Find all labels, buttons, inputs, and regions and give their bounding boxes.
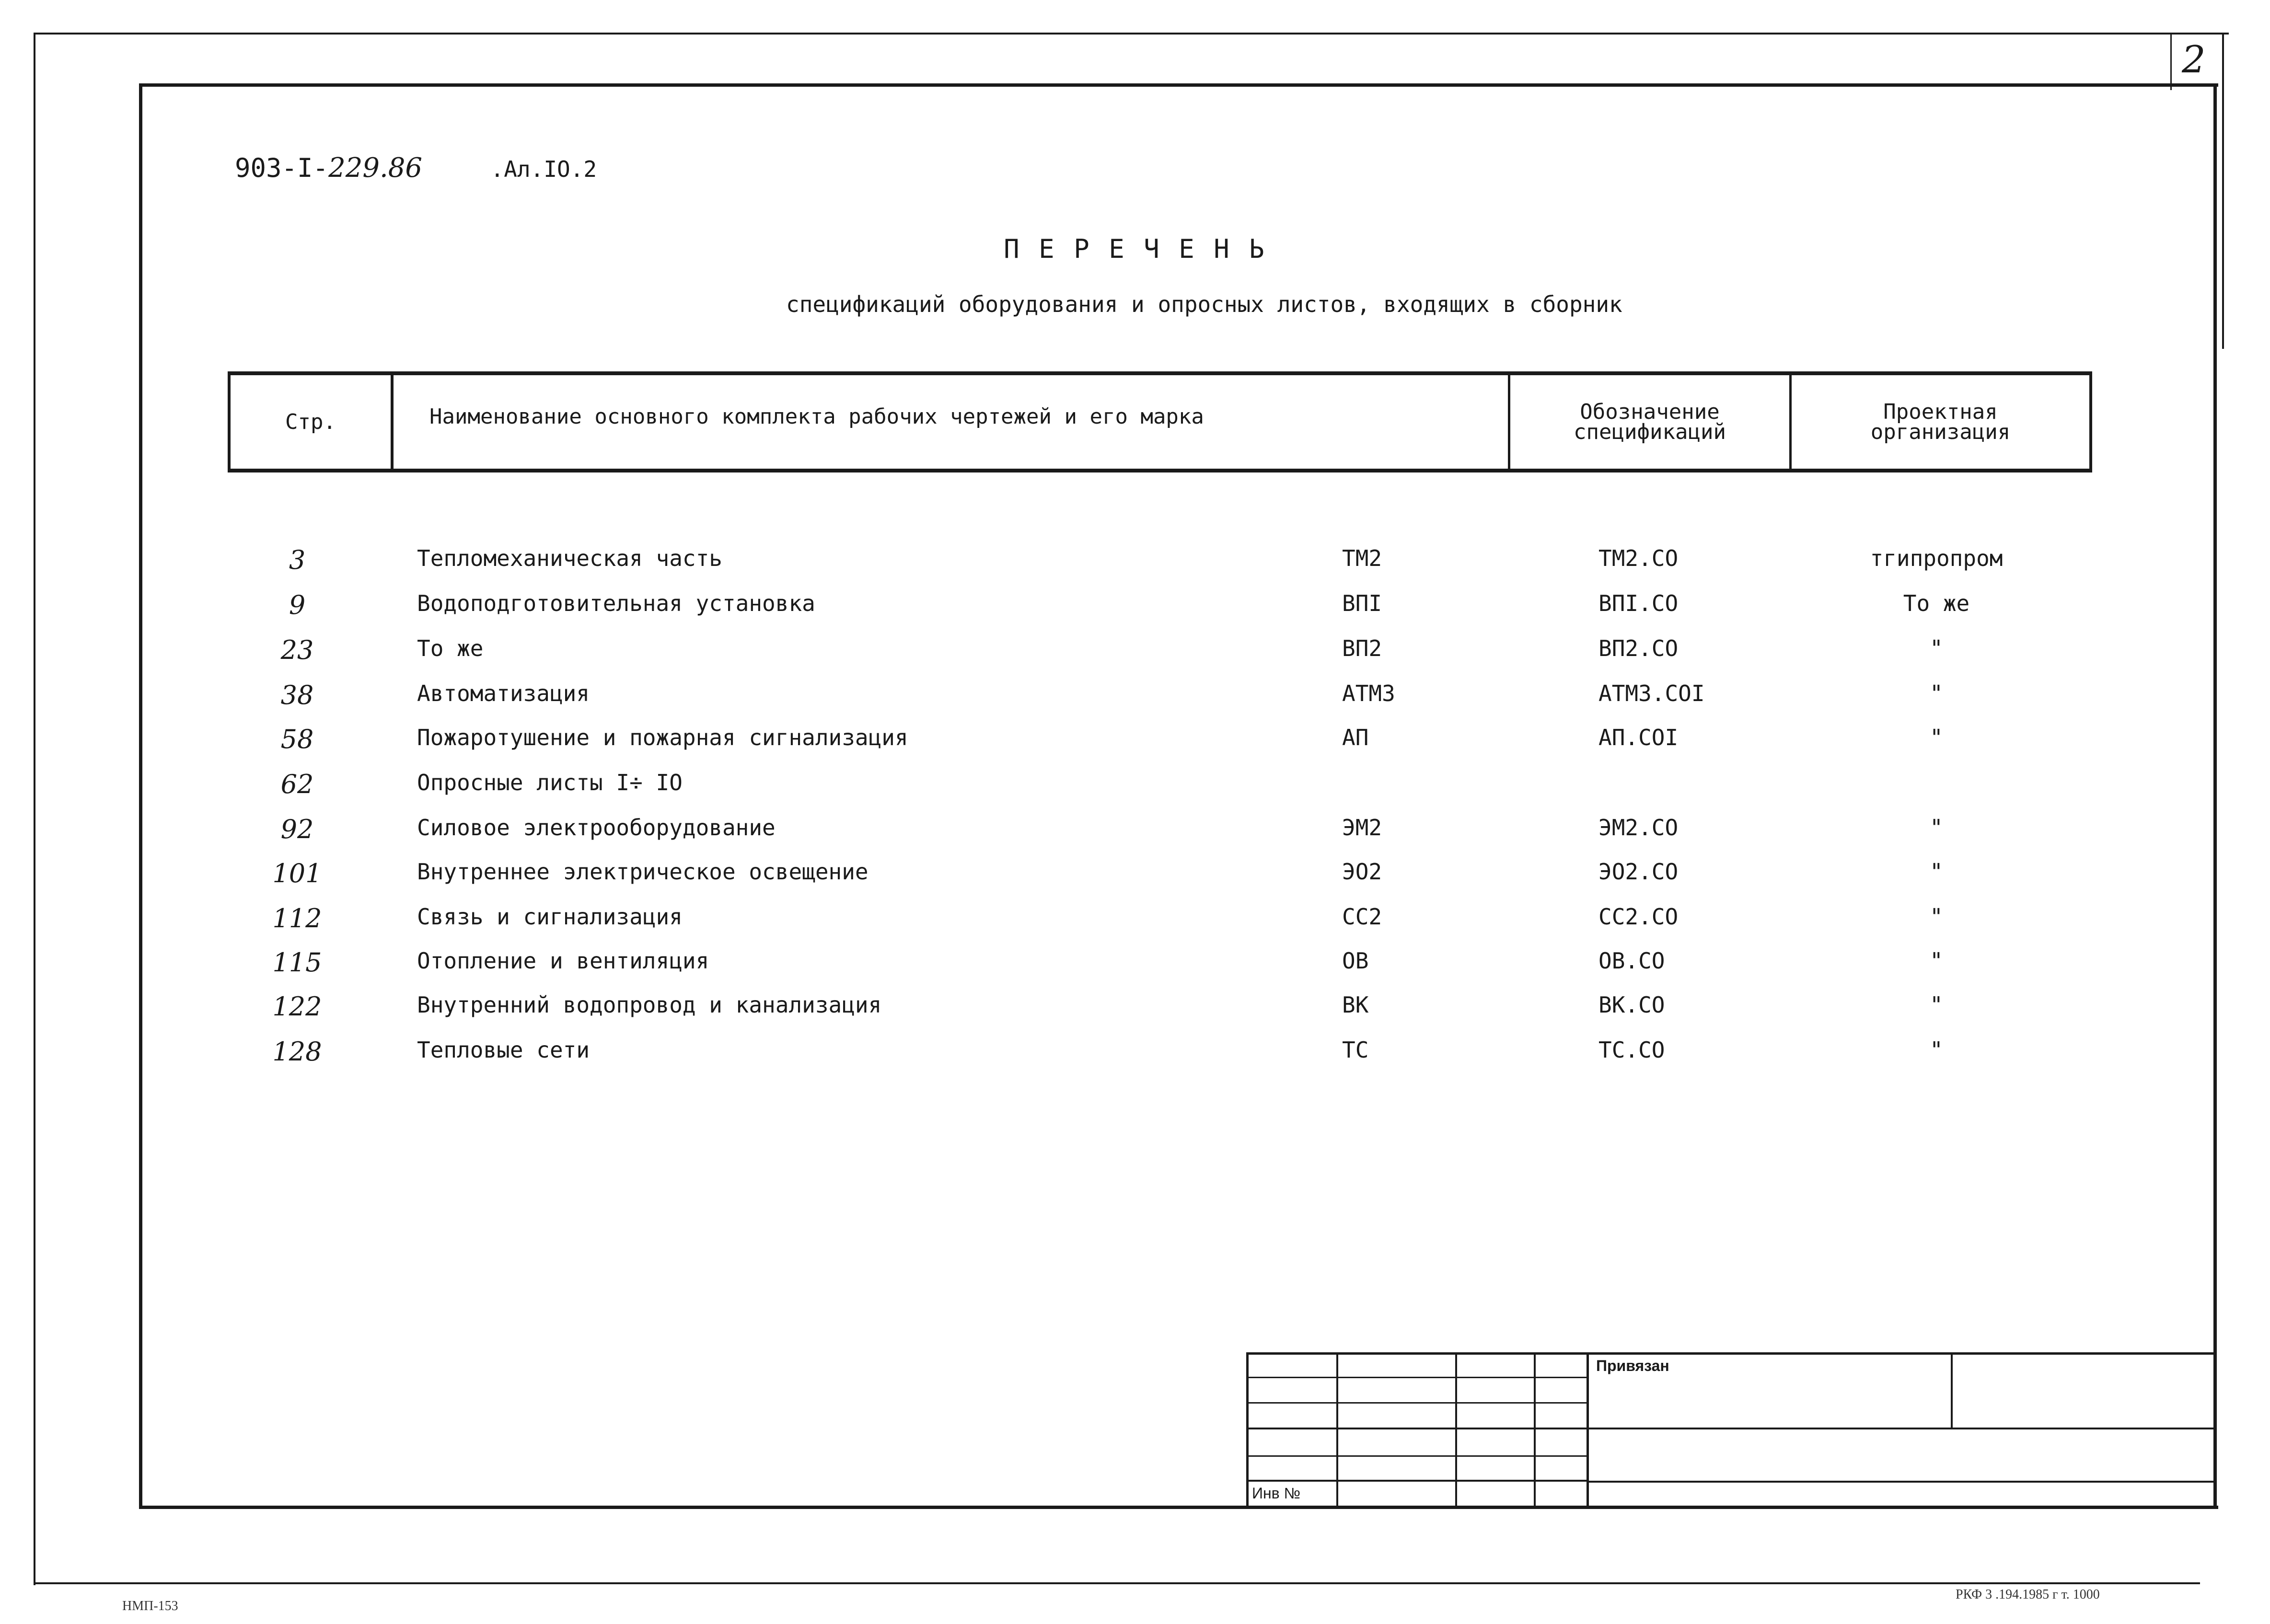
stamp-hline bbox=[1587, 1481, 2215, 1483]
outer-border-left bbox=[34, 33, 35, 1585]
row-page: 9 bbox=[289, 590, 306, 620]
table-row bbox=[0, 814, 2270, 850]
row-org: То же bbox=[1903, 590, 1970, 616]
row-org: " bbox=[1930, 948, 1943, 974]
footer-right: РКФ 3 .194.1985 г т. 1000 bbox=[1956, 1587, 2100, 1602]
outer-border-right bbox=[2222, 33, 2224, 349]
row-mark: ЭМ2 bbox=[1342, 815, 1382, 841]
row-org: " bbox=[1930, 815, 1943, 841]
header-spec-line1: Обозначение bbox=[1580, 399, 1720, 424]
table-row bbox=[0, 547, 2270, 581]
row-page: 115 bbox=[272, 947, 322, 978]
row-org: " bbox=[1930, 680, 1943, 706]
footer-left: НМП-153 bbox=[122, 1599, 178, 1613]
outer-border-bottom bbox=[34, 1582, 2200, 1584]
row-page: 128 bbox=[272, 1037, 322, 1067]
page-title: П Е Р Е Ч Е Н Ь bbox=[1004, 234, 1266, 264]
row-mark: ВПI bbox=[1342, 590, 1382, 616]
row-spec: АП.СОI bbox=[1598, 725, 1679, 750]
row-page: 3 bbox=[289, 545, 306, 575]
row-page: 62 bbox=[280, 769, 314, 799]
row-mark: ТМ2 bbox=[1342, 545, 1382, 571]
row-mark: АП bbox=[1342, 725, 1369, 750]
row-spec: ВК.СО bbox=[1598, 992, 1665, 1018]
stamp-vline bbox=[1587, 1352, 1589, 1508]
row-mark: СС2 bbox=[1342, 904, 1382, 930]
sheet-number-divider bbox=[2170, 33, 2172, 90]
table-row bbox=[0, 903, 2270, 939]
stamp-inv-no: Инв № bbox=[1252, 1485, 1300, 1502]
stamp-hline bbox=[1246, 1402, 1587, 1404]
row-mark: ЭО2 bbox=[1342, 859, 1382, 885]
row-page: 38 bbox=[280, 680, 314, 710]
header-org bbox=[1792, 375, 2089, 469]
row-name: Пожаротушение и пожарная сигнализация bbox=[417, 725, 908, 750]
row-name: Опросные листы I÷ IO bbox=[417, 770, 683, 795]
row-name: Водоподготовительная установка bbox=[417, 590, 815, 616]
stamp-vline bbox=[1455, 1352, 1457, 1508]
row-name: Внутренний водопровод и канализация bbox=[417, 992, 882, 1018]
row-spec: ВП2.СО bbox=[1598, 635, 1679, 661]
table-row bbox=[0, 1039, 2270, 1072]
thead-sep-1 bbox=[391, 371, 394, 472]
thead-bottom bbox=[228, 469, 2092, 472]
stamp-hline bbox=[1246, 1428, 2215, 1429]
row-org: " bbox=[1930, 1037, 1943, 1063]
row-org: " bbox=[1930, 859, 1943, 885]
row-spec: ЭМ2.СО bbox=[1598, 815, 1679, 841]
header-org-line1: Проектная bbox=[1883, 399, 1998, 424]
stamp-hline bbox=[1246, 1352, 2215, 1355]
stamp-privyazan: Привязан bbox=[1596, 1357, 1669, 1374]
row-page: 122 bbox=[272, 991, 322, 1022]
row-spec: ЭО2.СО bbox=[1598, 859, 1679, 885]
header-spec-line2: спецификаций bbox=[1574, 419, 1726, 444]
row-spec: ТМ2.СО bbox=[1598, 545, 1679, 571]
outer-border-top bbox=[34, 33, 2229, 35]
row-name: Автоматизация bbox=[417, 680, 590, 706]
header-spec bbox=[1510, 375, 1789, 469]
table-row bbox=[0, 726, 2270, 760]
frame-top bbox=[139, 83, 2218, 87]
row-mark: АТМ3 bbox=[1342, 680, 1395, 706]
stamp-hline bbox=[1246, 1480, 1587, 1482]
stamp-vline bbox=[1534, 1352, 1536, 1508]
row-name: Отопление и вентиляция bbox=[417, 948, 709, 974]
header-page bbox=[231, 375, 391, 469]
page-subtitle: спецификаций оборудования и опросных листов, входящих в сборник bbox=[786, 291, 1622, 317]
doc-code-number: 229.86 bbox=[328, 152, 423, 184]
table-row bbox=[0, 769, 2270, 805]
stamp-vline bbox=[1246, 1352, 1249, 1508]
row-mark: ТС bbox=[1342, 1037, 1369, 1063]
row-spec: СС2.СО bbox=[1598, 904, 1679, 930]
stamp-vline bbox=[1336, 1352, 1338, 1508]
row-page: 92 bbox=[280, 814, 314, 844]
row-org: тгипропром bbox=[1870, 545, 2003, 571]
table-row bbox=[0, 637, 2270, 671]
doc-code-prefix: 903-I- bbox=[235, 153, 329, 183]
row-name: То же bbox=[417, 635, 484, 661]
stamp-hline bbox=[1246, 1455, 1587, 1457]
row-name: Связь и сигнализация bbox=[417, 904, 683, 930]
table-row bbox=[0, 947, 2270, 983]
header-org-line2: организация bbox=[1870, 419, 2011, 444]
table-row bbox=[0, 682, 2270, 716]
row-spec: АТМ3.СОI bbox=[1598, 680, 1705, 706]
header-name-label: Наименование основного комплекта рабочих чертежей и его марка bbox=[429, 404, 1204, 429]
row-org: " bbox=[1930, 725, 1943, 750]
frame-bottom bbox=[139, 1506, 2218, 1509]
thead-top bbox=[228, 371, 2092, 375]
header-page-label: Стр. bbox=[285, 409, 336, 434]
row-mark: ОВ bbox=[1342, 948, 1369, 974]
sheet-number: 2 bbox=[2182, 38, 2206, 81]
row-name: Силовое электрооборудование bbox=[417, 815, 776, 841]
table-row bbox=[0, 592, 2270, 626]
table-row bbox=[0, 991, 2270, 1027]
stamp-vline bbox=[1951, 1352, 1953, 1429]
table-row bbox=[0, 858, 2270, 894]
row-spec: ОВ.СО bbox=[1598, 948, 1665, 974]
thead-right bbox=[2089, 371, 2092, 472]
row-mark: ВК bbox=[1342, 992, 1369, 1018]
row-name: Тепловые сети bbox=[417, 1037, 590, 1063]
row-org: " bbox=[1930, 635, 1943, 661]
row-page: 23 bbox=[280, 635, 314, 665]
row-name: Внутреннее электрическое освещение bbox=[417, 859, 869, 885]
row-org: " bbox=[1930, 992, 1943, 1018]
stamp-hline bbox=[1246, 1377, 1587, 1378]
row-spec: ТС.СО bbox=[1598, 1037, 1665, 1063]
row-org: " bbox=[1930, 904, 1943, 930]
row-page: 112 bbox=[272, 903, 322, 933]
row-spec: ВПI.СО bbox=[1598, 590, 1679, 616]
doc-code-album: .Ал.IO.2 bbox=[490, 156, 597, 182]
doc-code bbox=[235, 152, 597, 184]
row-page: 58 bbox=[280, 724, 314, 754]
row-page: 101 bbox=[272, 858, 322, 888]
row-name: Тепломеханическая часть bbox=[417, 545, 722, 571]
row-mark: ВП2 bbox=[1342, 635, 1382, 661]
